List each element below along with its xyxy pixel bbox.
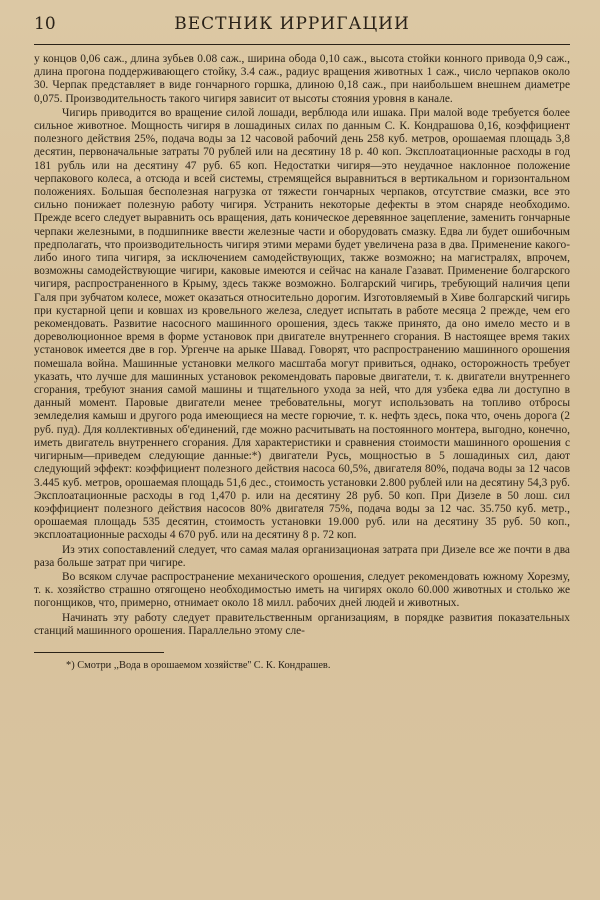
page-header — [34, 14, 570, 42]
paragraph-2: Чигирь приводится во вращение силой лошади, верблюда или ишака. При малой воде требуется более сильное животное. Мощность чигиря в лошадиных силах по данным С. К. Кондрашова 0,16, коэффициент полезного действия 25%, подача воды за 12 часовой рабочий день 258 куб. метров, орошаемая площадь 3,8 десятин, первоначальные затраты 70 рублей или на десятину 18 р. 40 коп. Эксплоатационные расходы в год 181 рубль или на десятину 47 руб. 65 коп. Недостатки чигиря—это неудачное наклонное положение черпакового колеса, а отсюда и всей системы, стремящейся выравниться в вертикальном и горизонтальном положениях. Большая бесполезная нагрузка от тяжести гончарных черпаков, отсутствие смазки, все это сильно понижает полезную работу чигиря. Устранить некоторые дефекты в этом снаряде необходимо. Прежде всего следует выравнить ось вращения, дать коническое деревянное зацепление, заменить гончарные черпаки железными, в подшипнике ввести железные части и оборудовать смазку. Едва ли будет ошибочным предполагать, что производительность чигиря этими мерами будет увеличена раза в два. Применение какого-либо иного типа чигиря, за исключением самодействующих, также возможно; на магистралях, впрочем, возможны самодействующие чигири, каковые имеются и сейчас на канале Газават. Применение болгарского чигиря, распространенного в Крыму, здесь также возможно. Болгарский чигирь, требующий наличия цепи Галя при зубчатом колесе, может оказаться относительно дорогим. Изготовляемый в Хиве болгарский чигирь при кустарной цепи и ковшах из кровельного железа, следует испытать в работе месяца 2 прежде, чем его рекомендовать. Развитие насосного машинного орошения, здесь также принято, да оно имело место и в дореволюционное время в форме установок при двигателе внутреннего сгорания. В настоящее время таких установок имеется две в гор. Ургенче на арыке Шавад. Говорят, что распространению машинного орошения помешала война. Машинные установки мелкого масштаба могут привиться, однако, осторожность требует указать, что лучше для машинных установок рекомендовать паровые двигатели, т. к. двигатели внутреннего сгорания, требуют знания самой машины и тщательного ухода за ней, что для узбека едва ли доступно в данный момент. Паровые двигатели менее требовательны, могут использовать на топливо отбросы земледелия камыш и другого рода имеющиеся на месте горючие, т. к. нефть здесь, пока что, очень дорога (2 руб. пуд). Для коллективных об'единений, где можно расчитывать на постоянного монтера, выгодно, конечно, иметь двигатель внутреннего сгорания. Для характеристики и сравнения стоимости машинного орошения с чигирным—приведем следующие данные:*) двигатели Русь, мощностью в 5 лошадиных сил, дают следующий эффект: коэффициент полезного действия насоса 60,5%, двигателя 80%, подача воды за 12 часов 3.445 куб. метров, орошаемая площадь 51,6 дес., стоимость установки 2.800 рублей или на десятину 54,3 руб. Эксплоатационные расходы в год 1,470 р. или на десятину 28 руб. 50 коп. При Дизеле в 50 лош. сил коэффициент полезного действия насосов 80% двигателя 75%, подача воды за 12 час. 35.750 куб. метр., орошаемая площадь 535 десятин, стоимость установки 19.000 руб. или на десятину 35 руб. 50 коп., эксплоатационные расходы 4 670 руб. или на десятину 8 р. 72 коп. — [34, 106, 570, 542]
footnote-divider — [34, 652, 164, 653]
paragraph-5: Начинать эту работу следует правительственным организациям, в порядке развития показательных станций машинного орошения. Параллельно этому сле- — [34, 611, 570, 637]
article-body — [34, 53, 570, 638]
paragraph-1: у концов 0,06 саж., длина зубьев 0.08 саж., ширина обода 0,10 саж., высота стойки конного привода 0,9 саж., длина прогона поддерживающего стойку, 3.4 саж., радиус вращения животных 1 саж., число черпаков около 30. Черпак представляет в виде гончарного горшка, длиною 0,18 саж., при наибольшем внешнем диаметре 0,075. Производительность такого чигиря зависит от высоты стояния уровня в канале. — [34, 53, 570, 105]
journal-title: ВЕСТНИК ИРРИГАЦИИ — [174, 14, 410, 34]
footnote: *) Смотри ,,Вода в орошаемом хозяйстве'' С. К. Кондрашев. — [66, 659, 331, 671]
paragraph-4: Во всяком случае распространение механического орошения, следует рекомендовать южному Хорезму, т. к. хозяйство страшно отягощено необходимостью иметь на чигирях около 60.000 животных и столько же погонщиков, что, примерно, отнимает около 18 милл. рабочих дней людей и животных. — [34, 570, 570, 610]
header-divider — [34, 44, 570, 45]
paragraph-3: Из этих сопоставлений следует, что самая малая организационая затрата при Дизеле все же почти в два раза больше затрат при чигире. — [34, 543, 570, 569]
page-number: 10 — [34, 14, 56, 34]
